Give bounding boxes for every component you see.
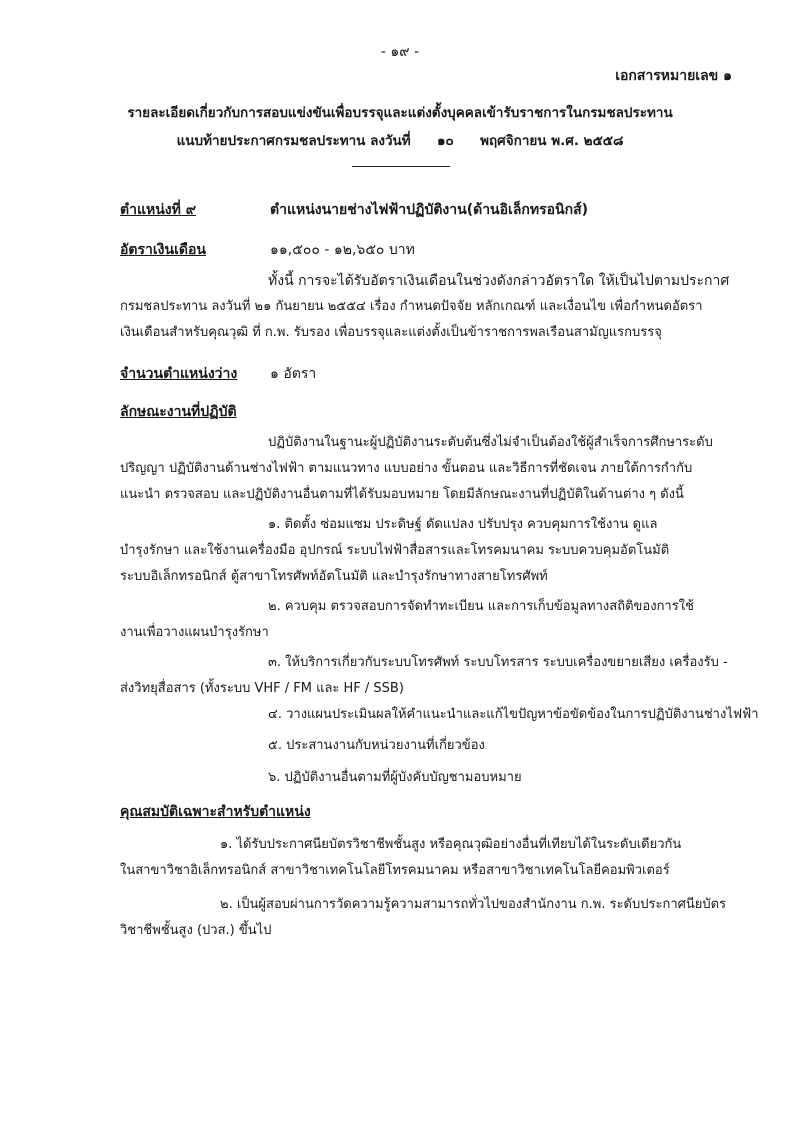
duties-intro-line3: แนะนำ ตรวจสอบ และปฏิบัติงานอื่นตามที่ได้รับมอบหมาย โดยมีลักษณะงานที่ปฏิบัติในด้านต่าง ๆ ดังนี้ <box>120 487 684 502</box>
duty-item-3 <box>120 650 740 702</box>
duty-item-2-line1: ๒. ควบคุม ตรวจสอบการจัดทำทะเบียน และการเก็บข้อมูลทางสถิติของการใช้ <box>268 599 694 614</box>
document-number: เอกสารหมายเลข ๑ <box>615 68 732 84</box>
qualification-2-line2: วิชาชีพชั้นสูง (ปวส.) ขึ้นไป <box>120 923 272 938</box>
duties-heading: ลักษณะงานที่ปฏิบัติ <box>120 404 237 420</box>
duty-item-1-line3: ระบบอิเล็กทรอนิกส์ ตู้สาขาโทรศัพท์อัตโนมัติ และบำรุงรักษาทางสายโทรศัพท์ <box>120 569 548 584</box>
qualification-1 <box>120 832 740 884</box>
duties-intro-line1: ปฏิบัติงานในฐานะผู้ปฏิบัติงานระดับต้นซึ่งไม่จำเป็นต้องใช้ผู้สำเร็จการศึกษาระดับ <box>268 435 713 450</box>
salary-label: อัตราเงินเดือน <box>120 242 206 258</box>
page-number: - ๑๙ - <box>380 44 420 60</box>
duties-intro <box>120 430 740 508</box>
duty-item-1-line2: บำรุงรักษา และใช้งานเครื่องมือ อุปกรณ์ ระบบไฟฟ้าสื่อสารและโทรคมนาคม ระบบควบคุมอัตโนมัติ <box>120 543 670 558</box>
duty-item-5 <box>120 733 740 759</box>
document-title-line2 <box>0 131 800 151</box>
salary-note-line2: กรมชลประทาน ลงวันที่ ๒๑ กันยายน ๒๕๕๔ เรื่อง กำหนดปัจจัย หลักเกณฑ์ และเงื่อนไข เพื่อกำหนดอัตรา <box>120 299 703 314</box>
document-title-line1: รายละเอียดเกี่ยวกับการสอบแข่งขันเพื่อบรรจุและแต่งตั้งบุคคลเข้ารับราชการในกรมชลประทาน <box>127 105 673 121</box>
qualifications-heading: คุณสมบัติเฉพาะสำหรับตำแหน่ง <box>120 804 311 820</box>
title-prefix: แนบท้ายประกาศกรมชลประทาน ลงวันที่ <box>176 133 411 149</box>
title-divider <box>352 166 450 167</box>
salary-note-line1: ทั้งนี้ การจะได้รับอัตราเงินเดือนในช่วงดังกล่าวอัตราใด ให้เป็นไปตามประกาศ <box>268 273 730 289</box>
salary-note <box>120 268 740 346</box>
qualification-2-line1: ๒. เป็นผู้สอบผ่านการวัดความรู้ความสามารถทั่วไปของสำนักงาน ก.พ. ระดับประกาศนียบัตร <box>220 897 727 912</box>
title-suffix: พฤศจิกายน พ.ศ. ๒๕๕๘ <box>480 133 624 149</box>
salary-value: ๑๑,๕๐๐ - ๑๒,๖๕๐ บาท <box>270 242 415 258</box>
qualification-1-line2: ในสาขาวิชาอิเล็กทรอนิกส์ สาขาวิชาเทคโนโลยีโทรคมนาคม หรือสาขาวิชาเทคโนโลยีคอมพิวเตอร์ <box>120 863 670 878</box>
duties-intro-line2: ปริญญา ปฏิบัติงานด้านช่างไฟฟ้า ตามแนวทาง แบบอย่าง ขั้นตอน และวิธีการที่ชัดเจน ภายใต้การกำกับ <box>120 461 693 476</box>
title-day: ๑๐ <box>436 133 454 149</box>
duty-item-3-line1: ๓. ให้บริการเกี่ยวกับระบบโทรศัพท์ ระบบโทรสาร ระบบเครื่องขยายเสียง เครื่องรับ - <box>268 655 728 670</box>
duty-item-6 <box>120 765 740 791</box>
qualification-1-line1: ๑. ได้รับประกาศนียบัตรวิชาชีพชั้นสูง หรือคุณวุฒิอย่างอื่นที่เทียบได้ในระดับเดียวกัน <box>220 837 682 852</box>
duty-item-5-text: ๕. ประสานงานกับหน่วยงานที่เกี่ยวข้อง <box>268 738 485 753</box>
duty-item-4-text: ๔. วางแผนประเมินผลให้คำแนะนำและแก้ไขปัญหาข้อขัดข้องในการปฏิบัติงานช่างไฟฟ้า <box>268 707 759 722</box>
duty-item-3-line2: ส่งวิทยุสื่อสาร (ทั้งระบบ VHF / FM และ HF / SSB) <box>120 681 404 696</box>
qualification-2 <box>120 892 740 944</box>
salary-note-line3: เงินเดือนสำหรับคุณวุฒิ ที่ ก.พ. รับรอง เพื่อบรรจุและแต่งตั้งเป็นข้าราชการพลเรือนสามัญแรกบรรจุ <box>120 325 662 340</box>
duty-item-4 <box>120 702 759 728</box>
position-value: ตำแหน่งนายช่างไฟฟ้าปฏิบัติงาน(ด้านอิเล็กทรอนิกส์) <box>270 202 589 218</box>
duty-item-6-text: ๖. ปฏิบัติงานอื่นตามที่ผู้บังคับบัญชามอบหมาย <box>268 770 522 785</box>
duty-item-1 <box>120 512 740 590</box>
vacancies-value: ๑ อัตรา <box>270 366 317 382</box>
vacancies-label: จำนวนตำแหน่งว่าง <box>120 366 238 382</box>
duty-item-2-line2: งานเพื่อวางแผนบำรุงรักษา <box>120 625 269 640</box>
position-label: ตำแหน่งที่ ๙ <box>120 202 196 218</box>
duty-item-1-line1: ๑. ติดตั้ง ซ่อมแซม ประดิษฐ์ ดัดแปลง ปรับปรุง ควบคุมการใช้งาน ดูแล <box>268 517 658 532</box>
duty-item-2 <box>120 594 740 646</box>
